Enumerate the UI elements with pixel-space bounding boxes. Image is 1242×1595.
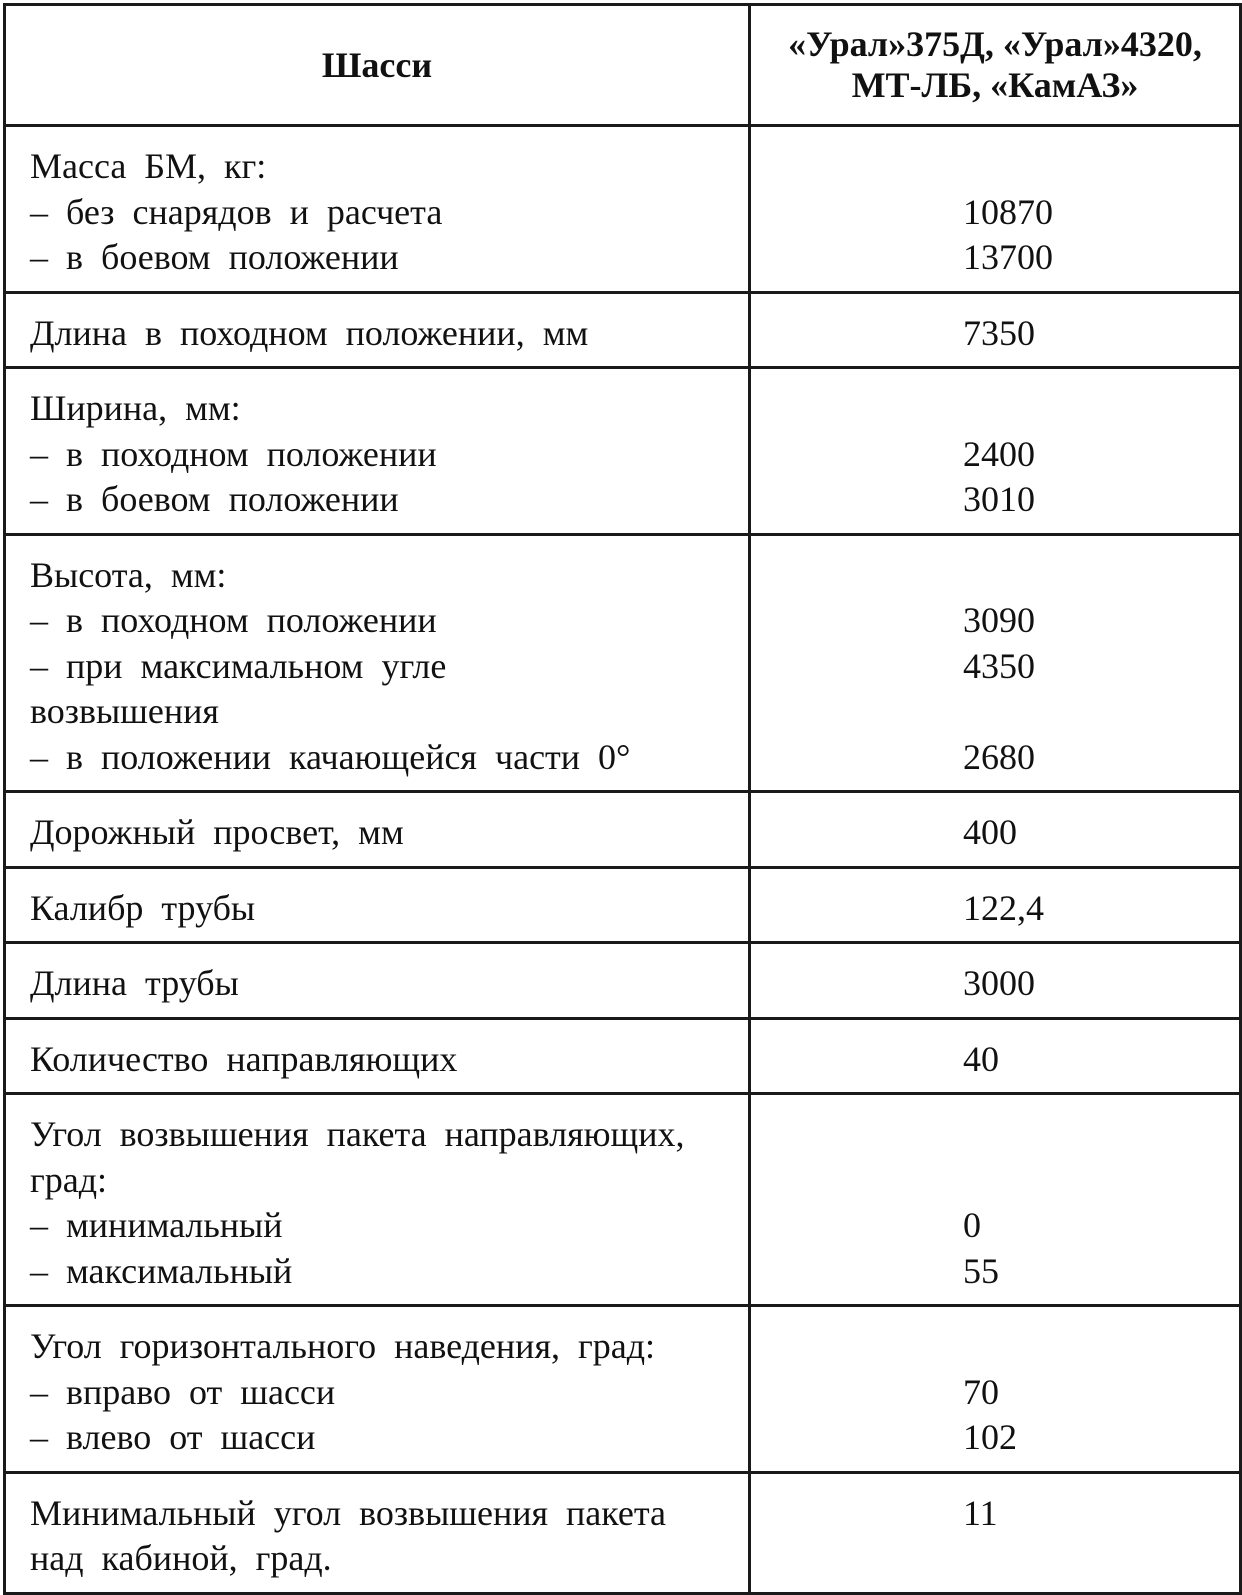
value-cell [750,943,1241,1019]
value-spacer [963,553,1229,599]
parameter-cell [5,1018,750,1094]
value-spacer [963,1158,1229,1204]
parameter-line: – минимальный [30,1205,283,1245]
parameter-line: Длина трубы [30,963,239,1003]
parameter-cell [5,1094,750,1306]
value-line: 40 [963,1038,999,1079]
parameter-line: – в походном положении [30,600,437,640]
value-spacer [963,1112,1229,1158]
value-line: 3000 [963,963,1035,1003]
parameter-line: Угол возвышения пакета направляющих, [30,1114,685,1154]
table-row [5,1472,1241,1593]
parameter-cell [5,368,750,535]
header-line: «Урал»375Д, «Урал»4320, [788,24,1202,64]
header-chassis: Шасси [5,5,750,126]
value-line: 70 [963,1371,999,1412]
parameter-line: – в боевом положении [30,479,399,519]
parameter-line: Количество направляющих [30,1038,458,1079]
parameter-cell [5,126,750,293]
value-cell [750,292,1241,368]
parameter-cell [5,943,750,1019]
table-row [5,792,1241,868]
value-spacer [963,1324,1229,1370]
header-line: МТ-ЛБ, «КамАЗ» [851,65,1139,105]
parameter-line: – при максимальном угле [30,645,447,686]
table-row [5,368,1241,535]
parameter-line: Угол горизонтального наведения, град: [30,1326,656,1366]
value-line: 0 [963,1205,981,1245]
parameter-line: Высота, мм: [30,554,227,595]
value-cell [750,867,1241,943]
value-spacer [963,689,1229,735]
table-row [5,126,1241,293]
parameter-line: возвышения [30,691,219,731]
value-spacer [963,144,1229,190]
parameter-cell [5,867,750,943]
parameter-line: – вправо от шасси [30,1371,336,1412]
parameter-cell [5,292,750,368]
value-line: 55 [963,1250,999,1291]
parameter-line: – максимальный [30,1250,293,1291]
value-line: 102 [963,1417,1017,1457]
value-line: 13700 [963,237,1053,277]
value-cell [750,1306,1241,1473]
value-line: 122,4 [963,887,1044,928]
parameter-line: Ширина, мм: [30,388,241,428]
parameter-line: Дорожный просвет, мм [30,812,404,852]
parameter-line: Масса БМ, кг: [30,146,267,186]
value-cell [750,534,1241,792]
value-line: 11 [963,1492,998,1533]
parameter-cell [5,1306,750,1473]
parameter-line: Минимальный угол возвышения пакета [30,1492,667,1533]
value-spacer [963,386,1229,432]
parameter-line: – в походном положении [30,433,437,474]
parameter-line: – в положении качающейся части 0° [30,736,631,777]
value-line: 3010 [963,479,1035,519]
value-cell [750,792,1241,868]
header-chassis-models [750,5,1241,126]
value-line: 4350 [963,645,1035,686]
value-cell [750,1018,1241,1094]
table-row [5,534,1241,792]
table-row [5,1018,1241,1094]
parameter-line: – влево от шасси [30,1417,316,1457]
parameter-line: град: [30,1159,108,1200]
parameter-line: над кабиной, град. [30,1538,332,1578]
table-header-row [5,5,1241,126]
parameter-cell [5,534,750,792]
value-line: 400 [963,812,1017,852]
value-line: 3090 [963,600,1035,640]
table-row [5,1094,1241,1306]
value-cell [750,126,1241,293]
value-cell [750,1094,1241,1306]
value-cell [750,1472,1241,1593]
parameter-cell [5,792,750,868]
value-cell [750,368,1241,535]
specifications-table [3,3,1242,1595]
table-row [5,867,1241,943]
value-spacer [963,1536,1229,1582]
value-line: 2400 [963,433,1035,474]
table-row [5,292,1241,368]
parameter-line: – без снарядов и расчета [30,191,443,232]
value-line: 10870 [963,191,1053,232]
value-line: 7350 [963,312,1035,353]
parameter-cell [5,1472,750,1593]
table-row [5,1306,1241,1473]
parameter-line: Калибр трубы [30,887,256,928]
value-line: 2680 [963,736,1035,777]
parameter-line: Длина в походном положении, мм [30,312,589,353]
parameter-line: – в боевом положении [30,237,399,277]
table-row [5,943,1241,1019]
